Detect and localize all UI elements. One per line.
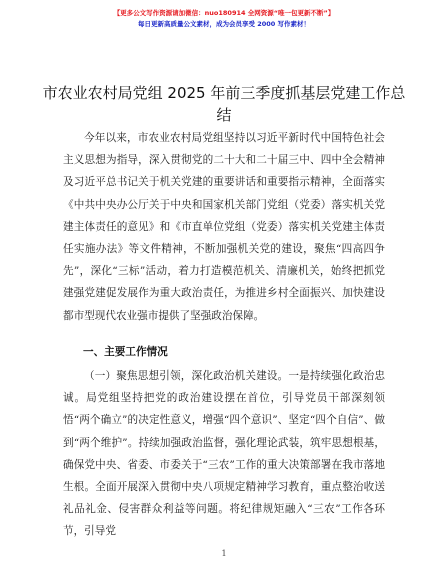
document-title: 市农业农村局党组 2025 年前三季度抓基层党建工作总结: [42, 84, 406, 124]
intro-paragraph: [63, 127, 385, 327]
section-paragraph: [63, 365, 385, 543]
promo-banner: [0, 8, 448, 30]
promo-banner-line-2: 每日更新高质量公文素材，成为会员享受 2000 写作素材！: [137, 20, 311, 28]
page-number: 1: [221, 549, 227, 558]
section-paragraph-text: （一）聚焦思想引领，深化政治机关建设。一是持续强化政治忠诚。局党组坚持把党的政治建设摆在首位，引导党员干部深刻领悟“两个确立”的决定性意义，增强“四个意识”、坚定“四个自信”、做到“两个维护”。持续加强政治监督，强化理论武装，筑牢思想根基，确保党中央、省委、市委关于“三农”工作的重大决策部署在我市落地生根。全面开展深入贯彻中央八项规定精神学习教育，重点整治收送礼品礼金、侵害群众利益等问题。将纪律规矩融入“三农”工作各环节，引导党: [63, 370, 385, 538]
promo-banner-line-1: 【更多公文写作资源请加微信：nuo180914 全网资源“唯一包更新不断”】: [113, 9, 335, 17]
intro-paragraph-text: 今年以来，市农业农村局党组坚持以习近平新时代中国特色社会主义思想为指导，深入贯彻党的二十大和二十届三中、四中全会精神及习近平总书记关于机关党建的重要讲话和重要指示精神，全面落实《中共中央办公厅关于中央和国家机关部门党组（党委）落实机关党建主体责任的意见》和《市直单位党组（党委）落实机关党建主体责任实施办法》等文件精神，不断加强机关党的建设，聚焦“四高四争先”，深化“三标”活动，着力打造模范机关、清廉机关，始终把抓党建强党建促发展作为重大政治责任，为推进乡村全面振兴、加快建设都市型现代农业强市提供了坚强政治保障。: [63, 132, 385, 322]
section-heading: 一、主要工作情况: [83, 346, 168, 358]
